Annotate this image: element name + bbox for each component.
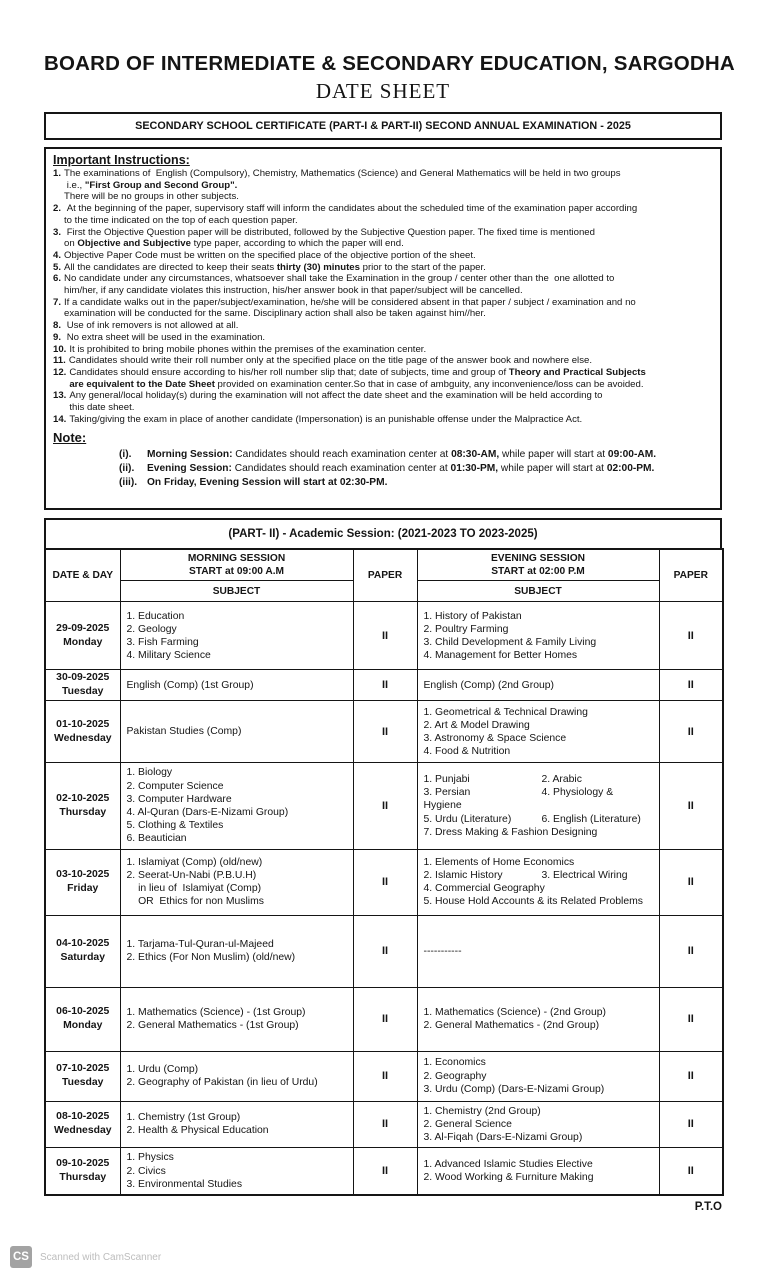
subject-line: 4. Commercial Geography [423,883,545,895]
evening-subject-cell [417,849,659,915]
subject-line: 1. Islamiyat (Comp) (old/new) [126,856,263,868]
subject-line: 1. Chemistry (1st Group) [126,1112,241,1124]
day-value: Monday [63,1020,103,1032]
subject-line: 2. Poultry Farming [423,623,509,635]
instruction-line: Taking/giving the exam in place of another candidate (Impersonation) is an punishable offense under the Malpractice Act. [69,413,583,425]
morning-paper-cell: II [353,1101,417,1148]
instruction-item [53,297,713,320]
instruction-line: Candidates should write their roll number only at the specified place on the title page of the answer book and nowhere else. [68,355,592,367]
evening-subject-cell [417,1148,659,1195]
subject-line: 5. Clothing & Textiles [126,820,224,832]
morning-paper-cell: II [353,1148,417,1195]
instruction-text [64,250,713,262]
instruction-line: this date sheet. [69,402,135,414]
instruction-number: 8. [53,320,62,332]
instruction-text [69,414,713,426]
subject-line [424,773,653,786]
morning-subject-cell [120,701,353,763]
instruction-number: 3. [53,226,62,238]
subject-line: 7. Dress Making & Fashion Designing [423,826,598,838]
instructions-list [53,168,713,425]
day-value: Wednesday [53,1125,112,1137]
table-row [45,670,723,701]
subject-line: 2. Wood Working & Furniture Making [423,1172,594,1184]
morning-subject-cell [120,915,353,987]
subject-line [424,869,653,882]
subject-line [424,786,653,812]
instruction-item [53,355,713,367]
morning-subject-cell [120,602,353,670]
instruction-text [69,355,713,367]
schedule-title: (PART- II) - Academic Session: (2021-2023 TO 2023-2025) [44,518,722,548]
instruction-text [64,262,713,274]
morning-paper-cell: II [353,763,417,849]
instruction-item [53,414,713,426]
instruction-text [64,203,713,226]
evening-paper-cell: II [659,849,723,915]
subject-line: Pakistan Studies (Comp) [126,726,242,738]
date-day-cell [45,763,120,849]
subject-line: 3. Al-Fiqah (Dars-E-Nizami Group) [423,1132,583,1144]
day-value: Friday [67,883,99,895]
instruction-number: 11. [53,355,66,367]
instruction-line: i.e., "First Group and Second Group". [64,179,238,191]
date-value: 09-10-2025 [56,1158,110,1170]
table-row [45,1148,723,1195]
subject-line-right: 4. Physiology & Hygiene [423,787,617,812]
header-paper-morning: PAPER [353,549,417,602]
evening-paper-cell: II [659,1101,723,1148]
instruction-line: There will be no groups in other subjects. [64,191,239,203]
camscanner-icon: CS [10,1246,32,1268]
instruction-text [69,344,713,356]
instructions-box [44,147,722,510]
subject-line: 2. Computer Science [126,780,224,792]
instruction-number: 1. [53,168,62,179]
subject-line: in lieu of Islamiyat (Comp) [126,883,262,895]
morning-subject-cell [120,1148,353,1195]
evening-subject-cell [417,915,659,987]
subject-line: 2. Civics [126,1165,166,1177]
evening-subject-cell [417,1051,659,1101]
morning-paper-cell: II [353,701,417,763]
subject-line-left: 5. Urdu (Literature) [423,813,512,825]
evening-paper-cell: II [659,670,723,701]
instruction-line: Candidates should ensure according to his/her roll number slip that; date of subjects, time and group of Theory and Practical Subjects [69,366,646,378]
instruction-line: No extra sheet will be used in the examination. [64,331,266,343]
date-day-cell [45,1051,120,1101]
instruction-line: are equivalent to the Date Sheet provided on examination center.So that in case of ambguity, any inconvenience/loss can be avoided. [69,378,644,390]
instruction-item [53,344,713,356]
subject-line: 3. Computer Hardware [126,793,232,805]
subject-line-right: 6. English (Literature) [541,813,641,825]
note-text [147,476,713,490]
subject-line-right: 3. Electrical Wiring [541,869,628,881]
evening-paper-cell: II [659,915,723,987]
subject-line: 1. Physics [126,1152,174,1164]
evening-subject-cell [417,701,659,763]
subject-line: 1. Biology [126,767,173,779]
date-value: 30-09-2025 [56,672,110,684]
instruction-line: It is prohibited to bring mobile phones within the premises of the examination center. [69,343,427,355]
morning-paper-cell: II [353,602,417,670]
instruction-number: 14. [53,413,67,425]
date-day-cell [45,849,120,915]
subject-line: English (Comp) (2nd Group) [423,679,555,691]
evening-paper-cell: II [659,987,723,1051]
subject-line: 1. Advanced Islamic Studies Elective [423,1158,593,1170]
note-line: Evening Session: Candidates should reach examination center at 01:30-PM, while paper will start at 02:00-PM. [147,463,655,475]
instruction-item [53,203,713,226]
subject-line [424,813,653,826]
subject-line-left: 1. Punjabi [423,774,470,786]
instructions-heading: Important Instructions: [53,153,190,167]
subject-line: 2. General Mathematics - (2nd Group) [423,1020,600,1032]
date-value: 02-10-2025 [56,793,110,805]
schedule-body [45,602,723,1195]
evening-subject-cell [417,763,659,849]
date-value: 08-10-2025 [56,1111,110,1123]
evening-subject-cell [417,670,659,701]
note-number: (ii). [119,463,135,475]
instruction-text [64,320,713,332]
instruction-number: 10. [53,343,67,355]
instruction-line: No candidate under any circumstances, whatsoever shall take the Examination in the group / center other than the one allotted to [64,273,615,285]
instruction-line: Use of ink removers is not allowed at all. [64,320,239,332]
schedule-table [44,548,724,1195]
subject-line: 2. Geography of Pakistan (in lieu of Urdu) [126,1077,318,1089]
date-value: 29-09-2025 [56,622,110,634]
date-day-cell [45,670,120,701]
pto-label: P.T.O [694,1200,722,1213]
evening-paper-cell: II [659,1051,723,1101]
subject-line: 2. Seerat-Un-Nabi (P.B.U.H) [126,869,257,881]
morning-subject-cell [120,670,353,701]
day-value: Tuesday [62,1077,104,1089]
note-text [147,448,713,462]
instruction-item [53,227,713,250]
instruction-item [53,332,713,344]
table-row [45,915,723,987]
evening-session-label: EVENING SESSION [491,553,585,565]
day-value: Thursday [59,807,107,819]
instruction-item [53,262,713,274]
subject-line: 3. Child Development & Family Living [423,636,597,648]
morning-subject-cell [120,763,353,849]
note-number: (iii). [119,477,138,489]
date-day-cell [45,1101,120,1148]
instruction-item [53,273,713,296]
evening-paper-cell: II [659,763,723,849]
subject-line: 1. Elements of Home Economics [423,856,575,868]
instruction-line: on Objective and Subjective type paper, according to which the paper will end. [64,238,404,250]
instruction-line: First the Objective Question paper will be distributed, followed by the Subjective Question paper. The fixed time is mentioned [64,226,595,238]
instruction-text [64,297,713,320]
day-value: Monday [63,636,103,648]
subject-line: 2. General Science [423,1118,512,1130]
header-subject-morning: SUBJECT [120,581,353,602]
header-subject-evening: SUBJECT [417,581,659,602]
day-value: Thursday [59,1172,107,1184]
date-day-cell [45,602,120,670]
date-value: 04-10-2025 [56,938,110,950]
note-item [119,448,713,462]
note-heading: Note: [53,430,87,446]
date-value: 03-10-2025 [56,869,110,881]
morning-subject-cell [120,987,353,1051]
evening-subject-cell [417,602,659,670]
morning-paper-cell: II [353,670,417,701]
subject-line: 1. Urdu (Comp) [126,1063,199,1075]
instruction-number: 4. [53,249,62,261]
date-day-cell [45,1148,120,1195]
subject-line: 2. Art & Model Drawing [423,719,530,731]
document-title: DATE SHEET [315,79,451,103]
note-line: Morning Session: Candidates should reach examination center at 08:30-AM, while paper will start at 09:00-AM. [147,449,657,461]
subject-line: 3. Environmental Studies [126,1178,243,1190]
instruction-text [64,273,713,296]
instruction-number: 12. [53,366,67,378]
instruction-number: 5. [53,261,62,273]
instruction-item [53,367,713,390]
morning-session-label: MORNING SESSION [187,553,286,565]
subject-line: 1. Geometrical & Technical Drawing [423,706,588,718]
subject-line: 2. Ethics (For Non Muslim) (old/new) [126,952,296,964]
document-page [44,52,735,1213]
subject-line: 2. Geography [423,1070,487,1082]
evening-subject-cell [417,987,659,1051]
date-day-cell [45,987,120,1051]
instruction-line: Any general/local holiday(s) during the examination will not affect the date sheet and the examination will be held according to [69,390,603,402]
table-row [45,1051,723,1101]
subject-line: 4. Management for Better Homes [423,650,578,662]
header-date-day: DATE & DAY [45,549,120,602]
subject-line: 2. Geology [126,623,177,635]
note-number: (i). [119,449,132,461]
camscanner-watermark [10,1246,161,1268]
subject-line-left: 3. Persian [423,787,471,799]
table-row [45,602,723,670]
note-item [119,462,713,476]
morning-subject-cell [120,1101,353,1148]
table-row [45,987,723,1051]
morning-subject-cell [120,849,353,915]
instruction-line: examination will be conducted for the same. Disciplinary action shall also be taken against him//her. [64,308,486,320]
instruction-line: All the candidates are directed to keep their seats thirty (30) minutes prior to the start of the paper. [64,261,486,273]
table-row [45,701,723,763]
header-paper-evening: PAPER [659,549,723,602]
subject-line: 1. Chemistry (2nd Group) [423,1105,541,1117]
morning-paper-cell: II [353,1051,417,1101]
instruction-line: to the time indicated on the top of each question paper. [64,214,298,226]
date-value: 07-10-2025 [56,1063,110,1075]
table-row [45,849,723,915]
morning-start-label: START at 09:00 A.M [188,566,285,578]
day-value: Saturday [60,952,105,964]
evening-paper-cell: II [659,1148,723,1195]
subject-line: 6. Beautician [126,833,187,845]
morning-subject-cell [120,1051,353,1101]
instruction-line: The examinations of English (Compulsory), Chemistry, Mathematics (Science) and General Mathematics will be held in two groups [64,168,621,179]
subject-line: 1. Education [126,610,185,622]
table-row [45,1101,723,1148]
instruction-line: If a candidate walks out in the paper/subject/examination, he/she will be considered absent in that paper / subject / examination and no [64,296,636,308]
day-value: Tuesday [62,686,104,698]
instruction-text [64,227,713,250]
evening-subject-cell [417,1101,659,1148]
instruction-text [69,367,713,390]
subject-line: 1. Economics [423,1057,486,1069]
evening-paper-cell: II [659,602,723,670]
instruction-number: 9. [53,331,62,343]
date-value: 06-10-2025 [56,1006,110,1018]
subject-line: OR Ethics for non Muslims [126,896,264,908]
subject-line: 4. Food & Nutrition [423,746,511,758]
instruction-number: 2. [53,203,62,215]
subject-line: 2. Health & Physical Education [126,1125,269,1137]
board-title: BOARD OF INTERMEDIATE & SECONDARY EDUCATION, SARGODHA [44,52,735,75]
instruction-item [53,320,713,332]
instruction-item [53,390,713,413]
exam-banner: SECONDARY SCHOOL CERTIFICATE (PART-I & PART-II) SECOND ANNUAL EXAMINATION - 2025 [44,112,722,140]
note-list [53,448,713,490]
subject-line: 1. Mathematics (Science) - (2nd Group) [423,1006,606,1018]
morning-paper-cell: II [353,849,417,915]
header-morning-session [120,549,353,581]
subject-line: 1. History of Pakistan [423,610,522,622]
instruction-text [64,168,713,203]
subject-line: 4. Al-Quran (Dars-E-Nizami Group) [126,807,289,819]
subject-line: English (Comp) (1st Group) [126,679,254,691]
evening-paper-cell: II [659,701,723,763]
subject-line: 1. Mathematics (Science) - (1st Group) [126,1006,306,1018]
subject-line: 3. Fish Farming [126,636,199,648]
table-row [45,763,723,849]
subject-line: 5. House Hold Accounts & its Related Problems [423,896,643,908]
date-day-cell [45,701,120,763]
instruction-line: him/her, if any candidate violates this instruction, his/her answer book in that paper/subject will be cancelled. [64,285,523,297]
evening-start-label: START at 02:00 P.M [491,566,585,578]
instruction-text [64,332,713,344]
date-value: 01-10-2025 [56,718,110,730]
camscanner-text: Scanned with CamScanner [40,1251,162,1263]
note-text [147,462,713,476]
subject-line: 1. Tarjama-Tul-Quran-ul-Majeed [126,938,274,950]
schedule-header [45,549,723,602]
subject-line-right: 2. Arabic [541,774,582,786]
subject-line: 3. Astronomy & Space Science [423,732,567,744]
subject-line-left: 2. Islamic History [423,869,503,881]
instruction-item [53,168,713,203]
date-day-cell [45,915,120,987]
note-line: On Friday, Evening Session will start at 02:30-PM. [147,477,388,489]
subject-line: 3. Urdu (Comp) (Dars-E-Nizami Group) [423,1083,605,1095]
instruction-line: Objective Paper Code must be written on the specified place of the objective portion of the sheet. [64,249,476,261]
subject-line: 4. Military Science [126,650,211,662]
header-evening-session [417,549,659,581]
instruction-item [53,250,713,262]
instruction-number: 13. [53,390,67,402]
instruction-text [69,390,713,413]
note-item [119,476,713,490]
instruction-number: 7. [53,296,62,308]
subject-line: ----------- [423,945,462,957]
subject-line: 2. General Mathematics - (1st Group) [126,1020,299,1032]
morning-paper-cell: II [353,987,417,1051]
morning-paper-cell: II [353,915,417,987]
day-value: Wednesday [53,732,112,744]
instruction-number: 6. [53,273,62,285]
instruction-line: At the beginning of the paper, supervisory staff will inform the candidates about the scheduled time of the examination paper according [64,203,638,215]
